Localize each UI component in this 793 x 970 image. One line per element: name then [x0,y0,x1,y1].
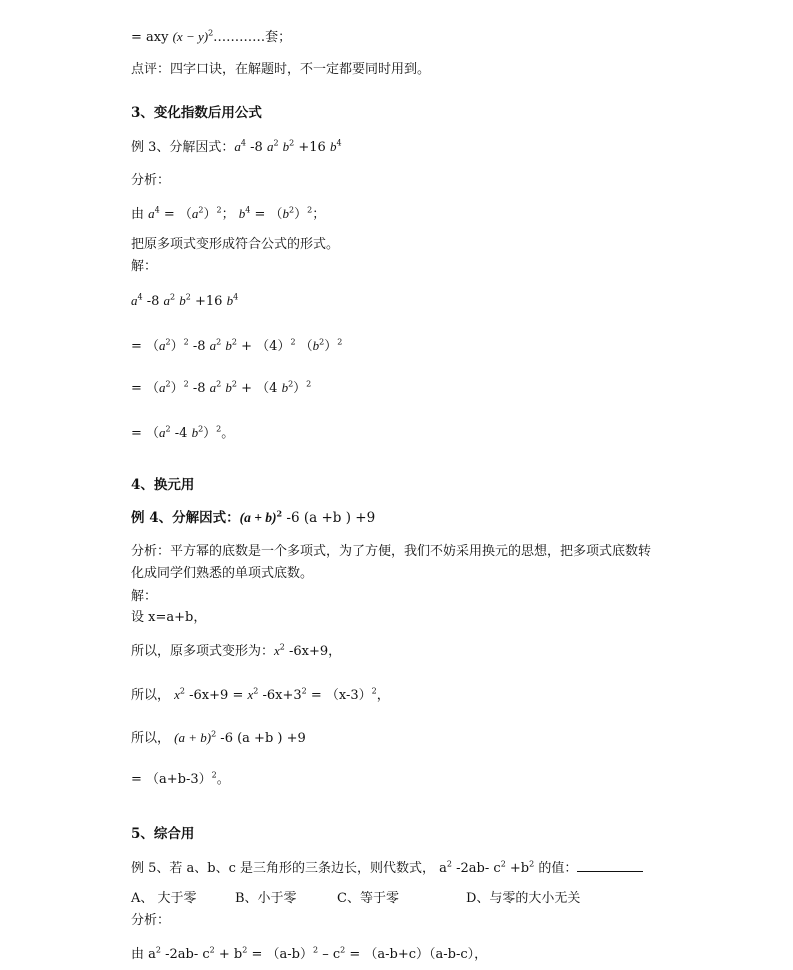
solution-4-step-3: 所以， $(a + b)^2$ -6 (a +b ) +9 [131,729,306,746]
solution-4-step-4: = $(a+b-3)^2$。 [131,770,230,787]
solution-3-step-2: = $(a^2)^2$ -8 $a^2$ $b^2 + (4)^2$ $(b^2)^2$ [131,337,343,354]
option-c: C、等于零 [337,891,399,906]
substitution-line: 设 x=a+b， [131,610,207,625]
answer-options [131,890,580,908]
analysis-4-line-2: 化成同学们熟悉的单项式底数。 [131,566,314,581]
analysis-label-3: 分析： [131,173,171,188]
answer-blank [577,859,643,872]
option-a: A、 大于零 [131,891,197,906]
section-heading-5: 5、综合用 [131,826,195,842]
example-4: 例 4、分解因式：$(a + b)^2$ -6 (a +b ) +9 [131,508,376,526]
section-heading-3: 3、变化指数后用公式 [131,105,262,121]
option-b: B、小于零 [235,891,297,906]
analysis-5-line: 由 $a^2$ -2ab- $c^2 + b^2 = (a-b)^2 - c^2 = (a-b+c)(a-b-c)$， [131,945,488,962]
solution-4-step-1: 所以，原多项式变形为：$x^2$ -6x+9， [131,642,342,659]
solution-4-step-2: 所以， $x^2$ $-6x+9 = x^2$ $-6x+3^2 = (x-3)^2$， [131,686,390,703]
solution-label-3: 解： [131,259,158,274]
solution-3-step-1: $a^4$ -8 $a^2$ $b^2 +16$ $b^4$ [131,292,239,309]
option-d: D、与零的大小无关 [466,891,581,906]
analysis-label-5: 分析： [131,913,171,928]
section-heading-4: 4、换元用 [131,477,195,493]
example-3: 例 3、分解因式：$a^4$ -8 $a^2$ $b^2 +16$ $b^4$ [131,138,342,155]
solution-3-step-3: = $(a^2)^2$ -8 $a^2$ $b^2 + (4$ $b^2)^2$ [131,379,312,396]
solution-label-4: 解： [131,589,158,604]
comment-line: 点评：四字口诀，在解题时，不一定都要同时用到。 [131,62,431,77]
line-formula-result: = axy $(x - y)^2\dots\dots\dots\dots$套； [131,28,292,45]
analysis-3-line: 由 $a^4 = (a^2)^2$； $b^4 = (b^2)^2$； [131,205,326,222]
analysis-4-line-1: 分析：平方幂的底数是一个多项式，为了方便，我们不妨采用换元的思想，把多项式底数转 [131,544,652,559]
solution-3-step-4: = （$a^2$ -4 $b^2)^2$。 [131,424,235,441]
example-5: 例 5、若 a、b、c 是三角形的三条边长，则代数式， $a^2$ -2ab- $c^2 +b^2$ 的值： [131,859,643,878]
analysis-3-text: 把原多项式变形成符合公式的形式。 [131,237,340,252]
